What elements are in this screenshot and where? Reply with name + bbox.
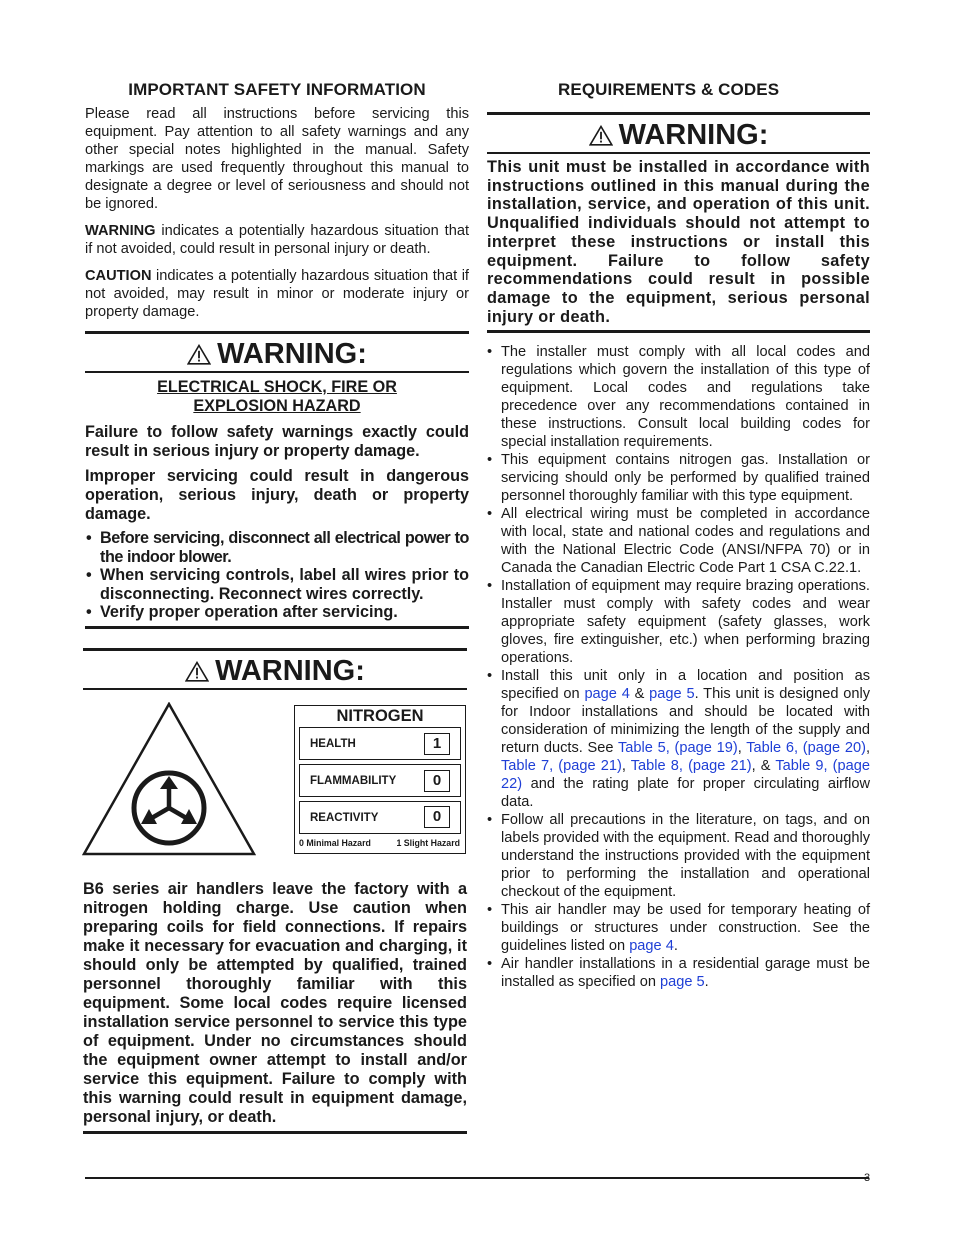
list-text: . — [673, 938, 678, 955]
page-5-link[interactable]: page 5 — [649, 686, 695, 703]
requirements-bullet-list — [487, 343, 870, 991]
page-4-link[interactable]: page 4 — [584, 686, 630, 703]
nfpa-title: NITROGEN — [336, 707, 424, 725]
nitrogen-warning-box — [83, 648, 467, 690]
nfpa-row-health — [299, 727, 461, 760]
list-item — [487, 901, 870, 955]
list-text: & — [629, 686, 650, 703]
footer-rule — [85, 1177, 869, 1179]
list-item — [487, 667, 870, 811]
safety-intro-paragraph: Please read all instructions before servicing this equipment. Pay attention to all safety warnings and any other special notes highlighted in the manual. Safety markings are used frequently throughout this manual to designate a degree or level of seriousness and should not be ignored. — [85, 106, 469, 212]
table-5-link[interactable]: Table 5, (page 19) — [617, 740, 738, 757]
page-number: 3 — [864, 1172, 871, 1184]
warning-bullet-list — [85, 529, 469, 622]
warning-header — [83, 648, 467, 690]
warning-definition — [85, 222, 469, 258]
list-text: . This unit is designed only for Indoor installations and should be located with consideration of minimizing the length of the supply and return ducts. See — [501, 686, 871, 757]
warning-paragraph-2: Improper servicing could result in dangerous operation, serious injury, death or property damage. — [85, 467, 469, 523]
warning-header — [487, 112, 870, 154]
warning-header — [85, 331, 469, 373]
table-9-link[interactable]: Table 9, (page 22) — [501, 758, 870, 793]
table-8-link[interactable]: Table 8, (page 21) — [630, 758, 752, 775]
warning-heading-text: WARNING: — [618, 119, 769, 151]
warning-term: WARNING — [85, 223, 156, 239]
warning-definition-text: indicates a potentially hazardous situation that if not avoided, could result in personal injury or death. — [85, 223, 469, 257]
hazard-subtitle-line1: ELECTRICAL SHOCK, FIRE OR — [157, 378, 397, 396]
list-item: • The installer must comply with all local codes and regulations which govern the installation of this type of equipment. Local codes and regulations take precedence over any recommendations contained in these instructions. Consult local building codes for special installation requirements. — [487, 343, 870, 451]
list-text: This air handler may be used for temporary heating of buildings or structures under construction. See the guidelines listed on — [501, 902, 870, 955]
nfpa-value: 0 — [424, 806, 450, 828]
safety-intro-block — [85, 105, 469, 321]
list-text: Install this unit only in a location and position as specified on — [501, 668, 870, 703]
caution-term: CAUTION — [85, 268, 152, 284]
nfpa-value: 0 — [424, 770, 450, 792]
page-4-link[interactable]: page 4 — [629, 938, 674, 955]
requirements-warning-paragraph: This unit must be installed in accordance with instructions outlined in this manual during the installation, service, and operation of this unit. Unqualified individuals should not attempt to interpret these instructions or install this equipment. Failure to follow safety recommendations could result in possible damage to the equipment, serious personal injury or death. — [487, 158, 870, 326]
list-item: • Before servicing, disconnect all electrical power to the indoor blower. — [85, 529, 469, 566]
nfpa-label: HEALTH — [310, 738, 356, 750]
nfpa-value: 1 — [424, 733, 450, 755]
electrical-warning-box — [85, 331, 469, 629]
list-item: • Follow all precautions in the literature, on tags, and on labels provided with the equipment. Read and thoroughly understand the instructions provided with the equipment prior to performing the installation and operational checkout of the equipment. — [487, 811, 870, 901]
list-item: • This equipment contains nitrogen gas. Installation or servicing should only be performed by qualified trained personnel thoroughly familiar with this type equipment. — [487, 451, 870, 505]
table-7-link[interactable]: Table 7, (page 21) — [501, 758, 622, 775]
list-text: , — [737, 740, 747, 757]
nitrogen-warning-text-block — [83, 880, 467, 1134]
left-column — [85, 80, 469, 629]
warning-triangle-icon — [187, 344, 211, 365]
nfpa-legend-slight: 1 Slight Hazard — [396, 838, 460, 848]
caution-definition — [85, 267, 469, 321]
nfpa-label: FLAMMABILITY — [310, 775, 397, 787]
requirements-section-title: REQUIREMENTS & CODES — [558, 80, 780, 99]
list-item: • When servicing controls, label all wires prior to disconnecting. Reconnect wires correctly. — [85, 566, 469, 603]
nitrogen-warning-paragraph: B6 series air handlers leave the factory with a nitrogen holding charge. Use caution when preparing coils for field connections. If repairs make it necessary for evacuation and charging, it should only be attempted by qualified, trained personnel thoroughly familiar with this equipment. Some local codes require licensed installation service personnel to service this type of equipment. Under no circumstances should the equipment owner attempt to install and/or service this equipment. Failure to comply with this warning could result in equipment damage, personal injury, or death. — [83, 880, 467, 1126]
nfpa-legend-minimal: 0 Minimal Hazard — [299, 838, 371, 848]
nfpa-label: REACTIVITY — [310, 812, 379, 824]
list-item: • All electrical wiring must be completed in accordance with local, state and national codes and regulations and with the National Electric Code (ANSI/NFPA 70) or in Canada the Canadian Electric Code Part 1 CSA C.22.1. — [487, 505, 870, 577]
nfpa-row-reactivity — [299, 801, 461, 834]
hazard-subtitle — [85, 378, 469, 416]
nfpa-row-flammability — [299, 764, 461, 797]
caution-definition-text: indicates a potentially hazardous situation that if not avoided, may result in minor or moderate injury or property damage. — [85, 268, 469, 320]
list-text: , — [621, 758, 631, 775]
warning-triangle-icon — [185, 661, 209, 682]
warning-triangle-icon — [589, 125, 613, 146]
safety-section-title: IMPORTANT SAFETY INFORMATION — [128, 80, 426, 99]
nitrogen-hazard-panel — [294, 705, 466, 854]
list-text: Air handler installations in a residential garage must be installed as specified on — [501, 956, 870, 991]
list-text: , — [865, 740, 870, 757]
warning-heading-text: WARNING: — [215, 655, 365, 687]
warning-paragraph-1: Failure to follow safety warnings exactly could result in serious injury or property damage. — [85, 423, 469, 460]
page-5-link[interactable]: page 5 — [660, 974, 705, 991]
right-column — [487, 80, 870, 991]
warning-heading-text: WARNING: — [217, 338, 367, 370]
requirements-warning-box — [487, 112, 870, 333]
list-item: • Installation of equipment may require brazing operations. Installer must comply with safety codes and wear appropriate safety equipment (safety glasses, work gloves, fire extinguisher, etc.) when performing brazing operations. — [487, 577, 870, 667]
list-text: . — [704, 974, 709, 991]
hazard-subtitle-line2: EXPLOSION HAZARD — [193, 397, 361, 415]
list-item — [487, 955, 870, 991]
compressed-gas-hazard-icon — [82, 702, 256, 856]
list-text: and the rating plate for proper circulating airflow data. — [501, 776, 870, 811]
list-text: , & — [751, 758, 776, 775]
table-6-link[interactable]: Table 6, (page 20) — [746, 740, 866, 757]
list-item: • Verify proper operation after servicing. — [85, 603, 469, 622]
